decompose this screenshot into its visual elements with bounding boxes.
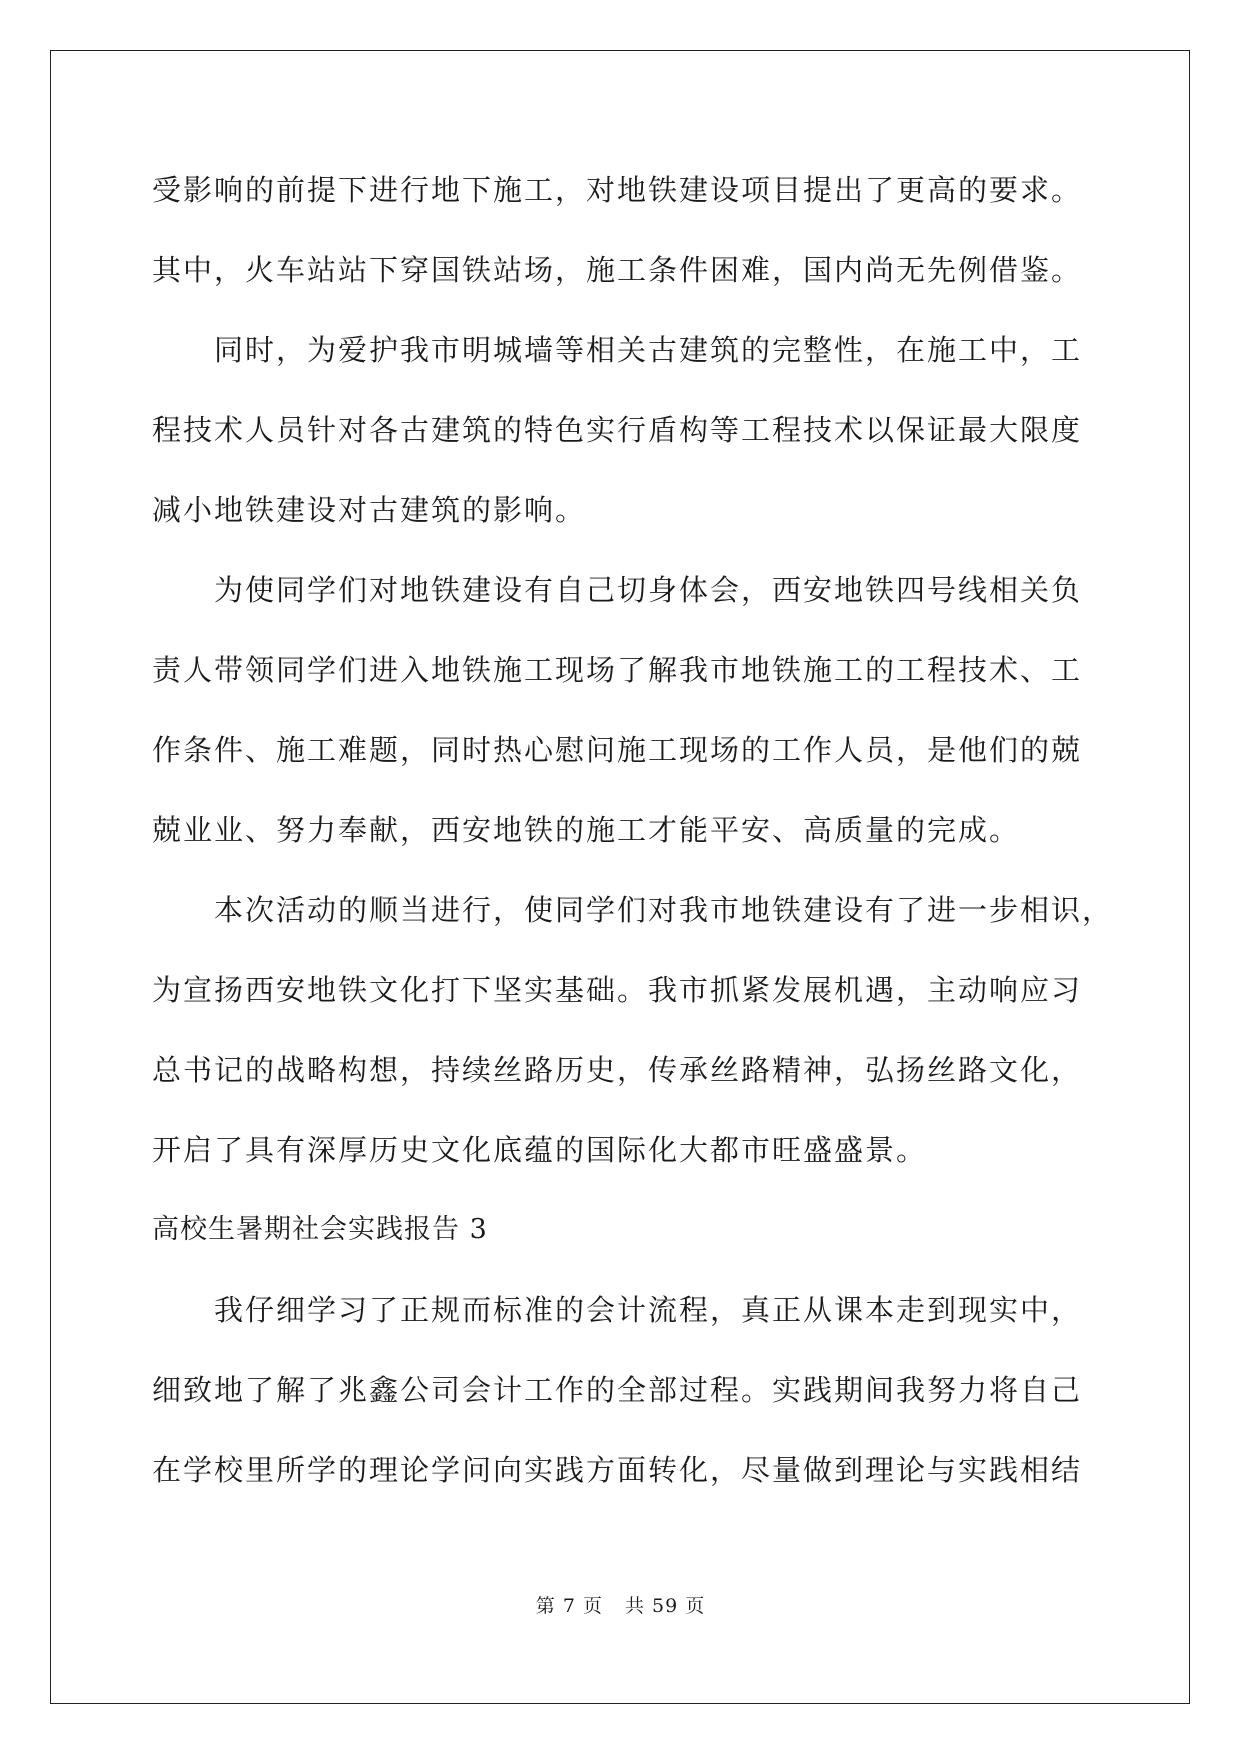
body-line: 为宣扬西安地铁文化打下坚实基础。我市抓紧发展机遇，主动响应习 (152, 973, 1083, 1007)
page-footer (0, 1594, 1241, 1618)
body-line: 细致地了解了兆鑫公司会计工作的全部过程。实践期间我努力将自己 (152, 1373, 1083, 1407)
body-line: 其中，火车站站下穿国铁站场，施工条件困难，国内尚无先例借鉴。 (152, 253, 1083, 287)
body-line: 减小地铁建设对古建筑的影响。 (152, 493, 587, 527)
body-line: 本次活动的顺当进行，使同学们对我市地铁建设有了进一步相识， (152, 893, 1114, 927)
body-line: 为使同学们对地铁建设有自己切身体会，西安地铁四号线相关负 (152, 573, 1083, 607)
body-line: 责人带领同学们进入地铁施工现场了解我市地铁施工的工程技术、工 (152, 653, 1083, 687)
body-line: 受影响的前提下进行地下施工，对地铁建设项目提出了更高的要求。 (152, 173, 1083, 207)
page-number: 第 7 页 (535, 1595, 603, 1617)
body-line: 作条件、施工难题，同时热心慰问施工现场的工作人员，是他们的兢 (152, 733, 1083, 767)
body-line: 我仔细学习了正规而标准的会计流程，真正从课本走到现实中， (152, 1293, 1083, 1327)
body-line: 总书记的战略构想，持续丝路历史，传承丝路精神，弘扬丝路文化， (152, 1053, 1083, 1087)
page-total: 共 59 页 (624, 1595, 706, 1617)
body-line: 在学校里所学的理论学问向实践方面转化，尽量做到理论与实践相结 (152, 1453, 1083, 1487)
body-line: 开启了具有深厚历史文化底蕴的国际化大都市旺盛盛景。 (152, 1133, 928, 1167)
body-line: 程技术人员针对各古建筑的特色实行盾构等工程技术以保证最大限度 (152, 413, 1083, 447)
body-line: 兢业业、努力奉献，西安地铁的施工才能平安、高质量的完成。 (152, 813, 1021, 847)
section-heading: 高校生暑期社会实践报告 3 (152, 1214, 488, 1245)
body-line: 同时，为爱护我市明城墙等相关古建筑的完整性，在施工中，工 (152, 333, 1083, 367)
